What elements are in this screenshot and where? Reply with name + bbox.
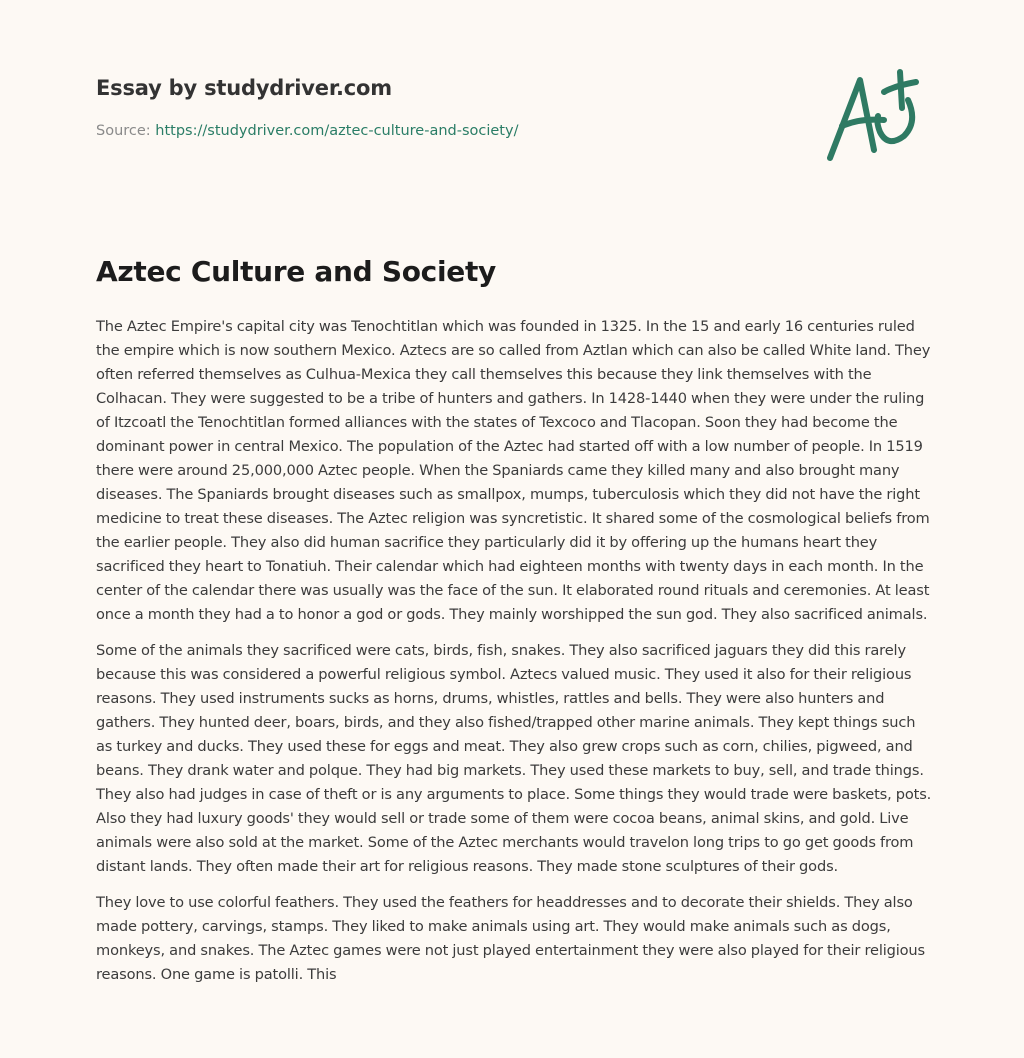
source-label: Source: — [96, 123, 151, 139]
essay-title: Aztec Culture and Society — [96, 255, 496, 288]
paragraph: The Aztec Empire's capital city was Tenochtitlan which was founded in 1325. In the 15 and early 16 centuries ruled the empire which is now southern Mexico. Aztecs are so called from Aztlan which can also be called White land. They often referred themselves as Culhua-Mexica they call themselves this because they link themselves with the Colhacan. They were suggested to be a tribe of hunters and gathers. In 1428-1440 when they were under the ruling of Itzcoatl the Tenochtitlan formed alliances with the states of Texcoco and Tlacopan. Soon they had become the dominant power in central Mexico. The population of the Aztec had started off with a low number of people. In 1519 there were around 25,000,000 Aztec people. When the Spaniards came they killed many and also brought many diseases. The Spaniards brought diseases such as smallpox, mumps, tuberculosis which they did not have the right medicine to treat these diseases. The Aztec religion was syncretistic. It shared some of the cosmological beliefs from the earlier people. They also did human sacrifice they particularly did it by offering up the humans heart they sacrificed they heart to Tonatiuh. Their calendar which had eighteen months with twenty days in each month. In the center of the calendar there was usually was the face of the sun. It elaborated round rituals and ceremonies. At least once a month they had a to honor a god or gods. They mainly worshipped the sun god. They also sacrificed animals. — [96, 318, 931, 623]
brand-title: Essay by studydriver.com — [96, 76, 392, 100]
paragraph: Some of the animals they sacrificed were cats, birds, fish, snakes. They also sacrificed jaguars they did this rarely because this was considered a powerful religious symbol. Aztecs valued music. They used it also for their religious reasons. They used instruments sucks as horns, drums, whistles, rattles and bells. They were also hunters and gathers. They hunted deer, boars, birds, and they also fished/trapped other marine animals. They kept things such as turkey and ducks. They used these for eggs and meat. They also grew crops such as corn, chilies, pigweed, and beans. They drank water and polque. They had big markets. They used these markets to buy, sell, and trade things. They also had judges in case of theft or is any arguments to place. Some things they would trade were baskets, pots. Also they had luxury goods' they would sell or trade some of them were cocoa beans, animal skins, and gold. Live animals were also sold at the market. Some of the Aztec merchants would travelon long trips to go get goods from distant lands. They often made their art for religious reasons. They made stone sculptures of their gods. — [96, 642, 932, 875]
essay-body — [96, 315, 932, 999]
source-line — [96, 123, 518, 139]
paragraph: They love to use colorful feathers. They used the feathers for headdresses and to decorate their shields. They also made pottery, carvings, stamps. They liked to make animals using art. They would make animals such as dogs, monkeys, and snakes. The Aztec games were not just played entertainment they were also played for their religious reasons. One game is patolli. This — [96, 894, 925, 983]
source-link[interactable]: https://studydriver.com/aztec-culture-and-society/ — [155, 123, 519, 139]
a-plus-grade-icon — [822, 66, 932, 166]
site-header — [96, 76, 392, 100]
